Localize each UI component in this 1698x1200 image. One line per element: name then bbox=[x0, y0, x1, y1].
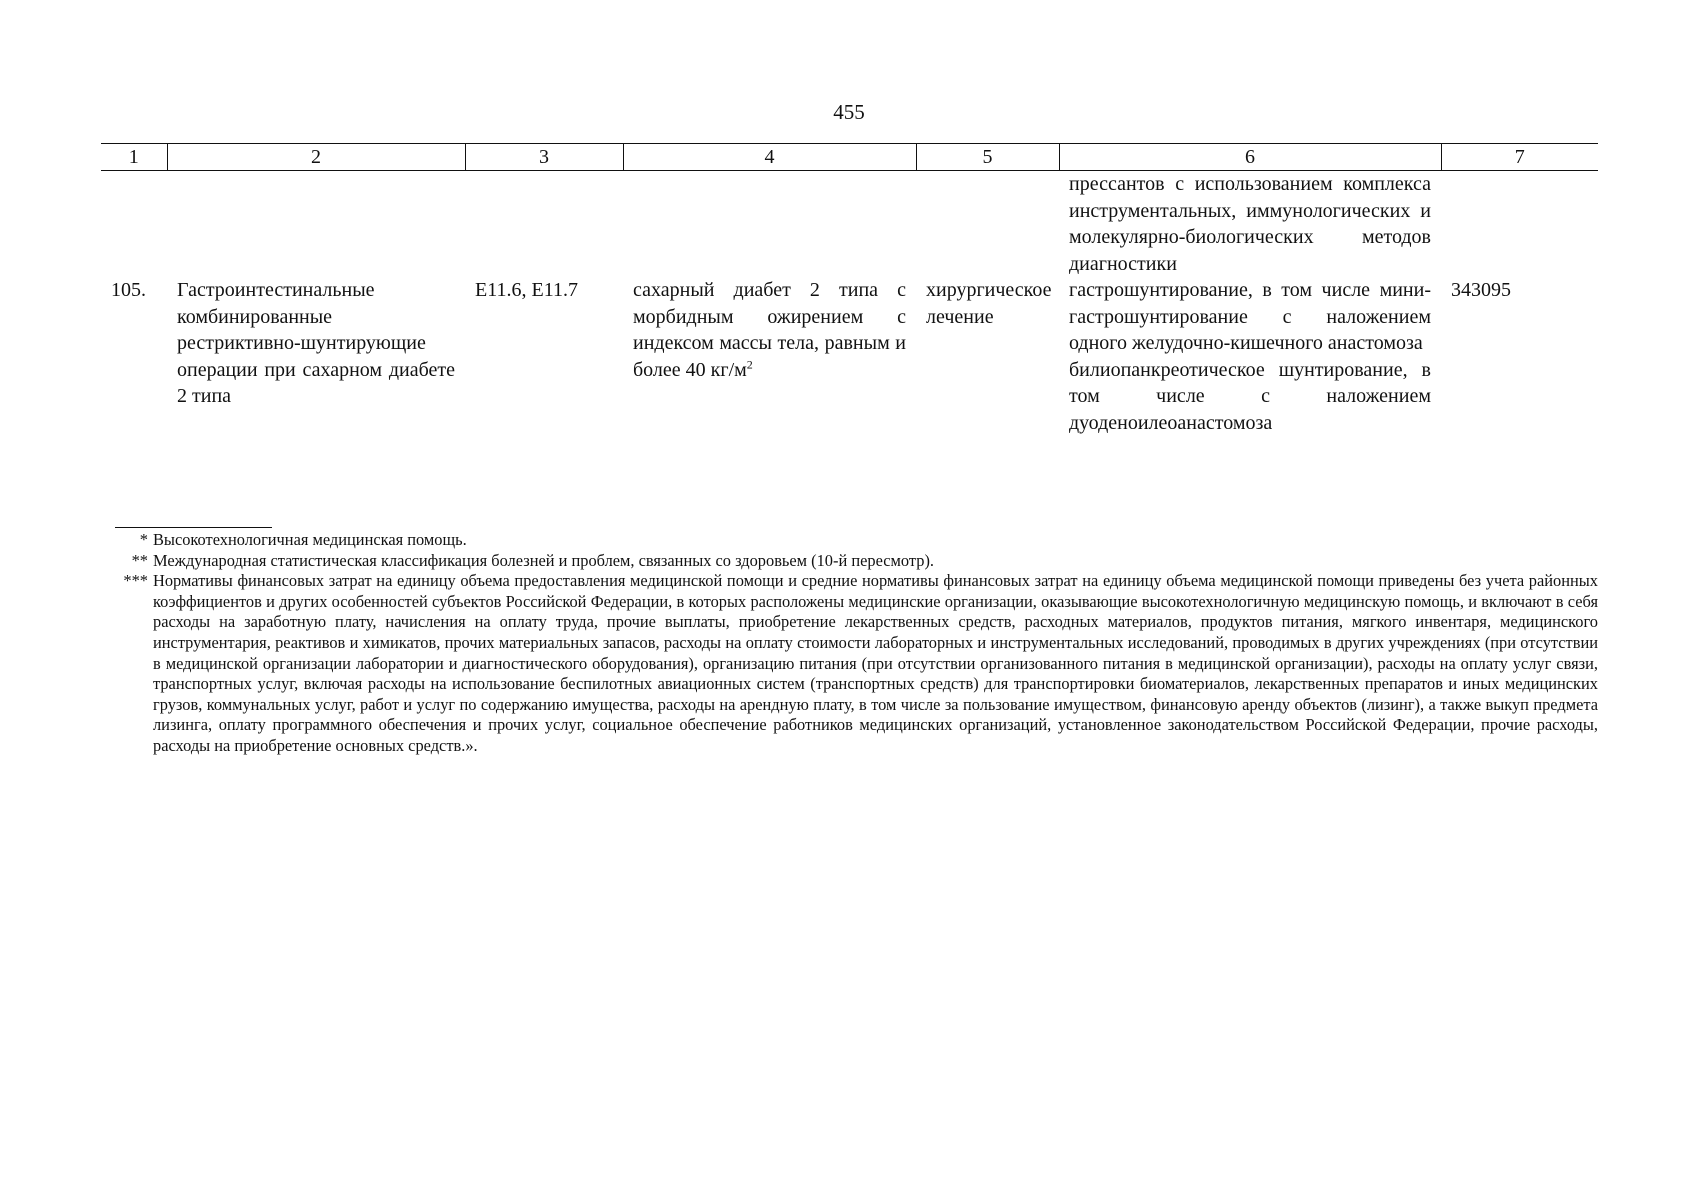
footnote-text: Высокотехнологичная медицинская помощь. bbox=[153, 530, 467, 549]
patient-model bbox=[623, 277, 916, 436]
table-row-continuation bbox=[101, 171, 1598, 278]
table-header bbox=[101, 144, 1598, 171]
footnote-mark: ** bbox=[131, 550, 148, 570]
treatment-methods bbox=[1059, 277, 1441, 436]
column-number-2: 2 bbox=[167, 144, 465, 171]
cost-value: 343095 bbox=[1451, 279, 1511, 301]
superscript-two: 2 bbox=[746, 356, 753, 371]
column-number-1: 1 bbox=[101, 144, 167, 171]
continuation-text: прессантов с использованием комплекса инструментальных, иммунологических и молекулярно-биологических методов диагностики bbox=[1069, 173, 1431, 275]
icd-codes: E11.6, E11.7 bbox=[475, 279, 578, 301]
footnote-text: Международная статистическая классификация болезней и проблем, связанных со здоровьем (10-й пересмотр). bbox=[153, 550, 934, 570]
column-number-3: 3 bbox=[465, 144, 623, 171]
treatment-type: хирургическое лечение bbox=[926, 279, 1052, 328]
column-number-5: 5 bbox=[916, 144, 1059, 171]
footnote-text: Нормативы финансовых затрат на единицу объема предоставления медицинской помощи и средние нормативы финансовых затрат на единицу объема медицинской помощи приведены без учета районных коэффициентов и других особенностей субъектов Российской Федерации, в которых расположены медицинские организации, оказывающие высокотехнологичную медицинскую помощь, и включают в себя расходы на заработную плату, начисления на оплату труда, прочие выплаты, приобретение лекарственных средств, расходных материалов, продуктов питания, мягкого инвентаря, медицинского инструментария, реактивов и химикатов, прочих материальных запасов, расходы на оплату стоимости лабораторных и инструментальных исследований, проводимых в других учреждениях (при отсутствии в медицинской организации лаборатории и диагностического оборудования), организацию питания (при отсутствии организованного питания в медицинской организации), расходы на оплату услуг связи, транспортных услуг, включая расходы на использование беспилотных авиационных систем (транспортных средств) для транспортировки биоматериалов, лекарственных препаратов и иных медицинских грузов, коммунальных услуг, работ и услуг по содержанию имущества, расходы на арендную плату, в том числе за пользование имуществом, финансовую аренду объектов (лизинг), а также выкуп предмета лизинга, оплату программного обеспечения и прочих услуг, социальное обеспечение работников медицинских организаций, установленное законодательством Российской Федерации, прочие расходы, расходы на приобретение основных средств.». bbox=[153, 571, 1598, 755]
row-number: 105. bbox=[111, 279, 146, 301]
table-row bbox=[101, 277, 1598, 436]
footnote-mark: *** bbox=[123, 571, 148, 591]
treatment-method-2: билиопанкреотическое шунтирование, в том числе с наложением дуоденоилеоанастомоза bbox=[1069, 358, 1431, 434]
footnote-separator bbox=[115, 527, 272, 528]
column-number-4: 4 bbox=[623, 144, 916, 171]
page-number: 455 bbox=[833, 100, 865, 124]
footnote bbox=[101, 571, 1598, 756]
footnotes bbox=[101, 530, 1598, 757]
footnote bbox=[101, 530, 1598, 551]
service-name: Гастроинтестинальные комбинированные рестриктивно-шунтирующие операции при сахарном диабете 2 типа bbox=[177, 279, 455, 407]
treatment-method-1: гастрошунтирование, в том числе мини-гастрошунтирование с наложением одного желудочно-кишечного анастомоза bbox=[1069, 279, 1431, 354]
patient-model-text: сахарный диабет 2 типа с морбидным ожирением с индексом массы тела, равным и более 40 кг/м bbox=[633, 279, 906, 381]
footnote bbox=[101, 551, 1598, 572]
services-table bbox=[101, 143, 1598, 436]
column-number-7: 7 bbox=[1441, 144, 1598, 171]
column-number-6: 6 bbox=[1059, 144, 1441, 171]
footnote-mark: * bbox=[139, 530, 148, 549]
